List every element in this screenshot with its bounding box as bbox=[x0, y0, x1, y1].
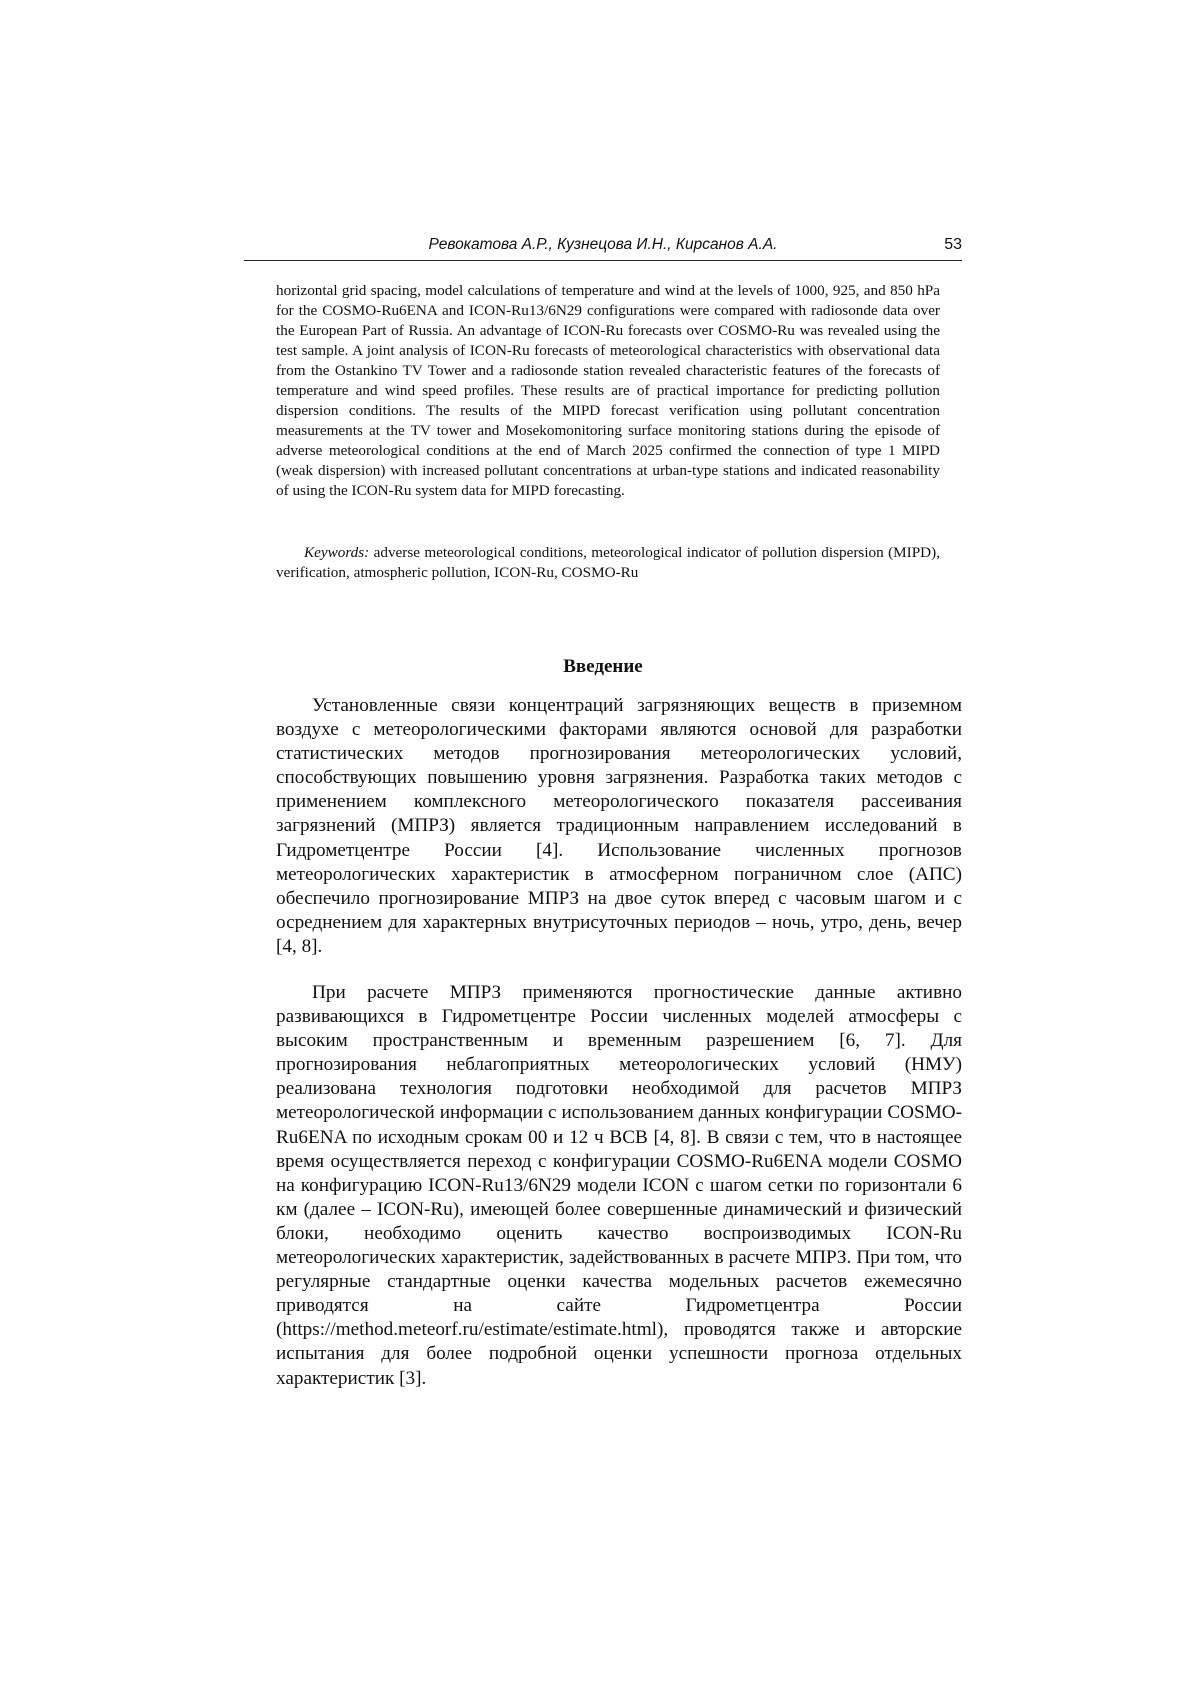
keywords-label: Keywords: bbox=[304, 544, 370, 561]
running-header-authors: Ревокатова А.Р., Кузнецова И.Н., Кирсанов А.А. bbox=[428, 236, 778, 253]
keywords-text: adverse meteorological conditions, meteorological indicator of pollution dispersion (MIPD), verification, atmospheric pollution, ICON-Ru, COSMO-Ru bbox=[276, 544, 940, 581]
body-paragraph: Установленные связи концентраций загрязняющих веществ в приземном воздухе с метеорологическими факторами являются основой для разработки статистических методов прогнозирования метеорологических условий, способствующих повышению уровня загрязнения. Разработка таких методов с применением комплексного метеорологического показателя рассеивания загрязнений (МПРЗ) является традиционным направлением исследований в Гидрометцентре России [4]. Использование численных прогнозов метеорологических характеристик в атмосферном пограничном слое (АПС) обеспечило прогнозирование МПРЗ на двое суток вперед с часовым шагом и с осреднением для характерных внутрисуточных периодов – ночь, утро, день, вечер [4, 8]. bbox=[276, 695, 962, 957]
page-number: 53 bbox=[944, 236, 962, 253]
body-paragraph: При расчете МПРЗ применяются прогностические данные активно развивающихся в Гидрометцентре России численных моделей атмосферы с высоким пространственным и временным разрешением [6, 7]. Для прогнозирования неблагоприятных метеорологических условий (НМУ) реализована технология подготовки необходимой для расчетов МПРЗ метеорологической информации с использованием данных конфигурации COSMO-Ru6ENA по исходным срокам 00 и 12 ч ВСВ [4, 8]. В связи с тем, что в настоящее время осуществляется переход с конфигурации COSMO-Ru6ENA модели COSMO на конфигурацию ICON-Ru13/6N29 модели ICON с шагом сетки по горизонтали 6 км (далее – ICON-Ru), имеющей более совершенные динамический и физический блоки, необходимо оценить качество воспроизводимых ICON-Ru метеорологических характеристик, задействованных в расчете МПРЗ. При том, что регулярные стандартные оценки качества модельных расчетов ежемесячно приводятся на сайте Гидрометцентра России (https://method.meteorf.ru/estimate/estimate.html), проводятся также и авторские испытания для более подробной оценки успешности прогноза отдельных характеристик [3]. bbox=[276, 982, 962, 1389]
keywords bbox=[276, 543, 940, 583]
running-header bbox=[244, 236, 962, 261]
section-title: Введение bbox=[563, 656, 643, 677]
abstract-text: horizontal grid spacing, model calculations of temperature and wind at the levels of 1000, 925, and 850 hPa for the COSMO-Ru6ENA and ICON-Ru13/6N29 configurations were compared with radiosonde data over the European Part of Russia. An advantage of ICON-Ru forecasts over COSMO-Ru was revealed using the test sample. A joint analysis of ICON-Ru forecasts of meteorological characteristics with observational data from the Ostankino TV Tower and a radiosonde station revealed characteristic features of the forecasts of temperature and wind speed profiles. These results are of practical importance for predicting pollution dispersion conditions. The results of the MIPD forecast verification using pollutant concentration measurements at the TV tower and Mosekomonitoring surface monitoring stations during the episode of adverse meteorological conditions at the end of March 2025 confirmed the connection of type 1 MIPD (weak dispersion) with increased pollutant concentrations at urban-type stations and indicated reasonability of using the ICON-Ru system data for MIPD forecasting. bbox=[276, 282, 940, 499]
